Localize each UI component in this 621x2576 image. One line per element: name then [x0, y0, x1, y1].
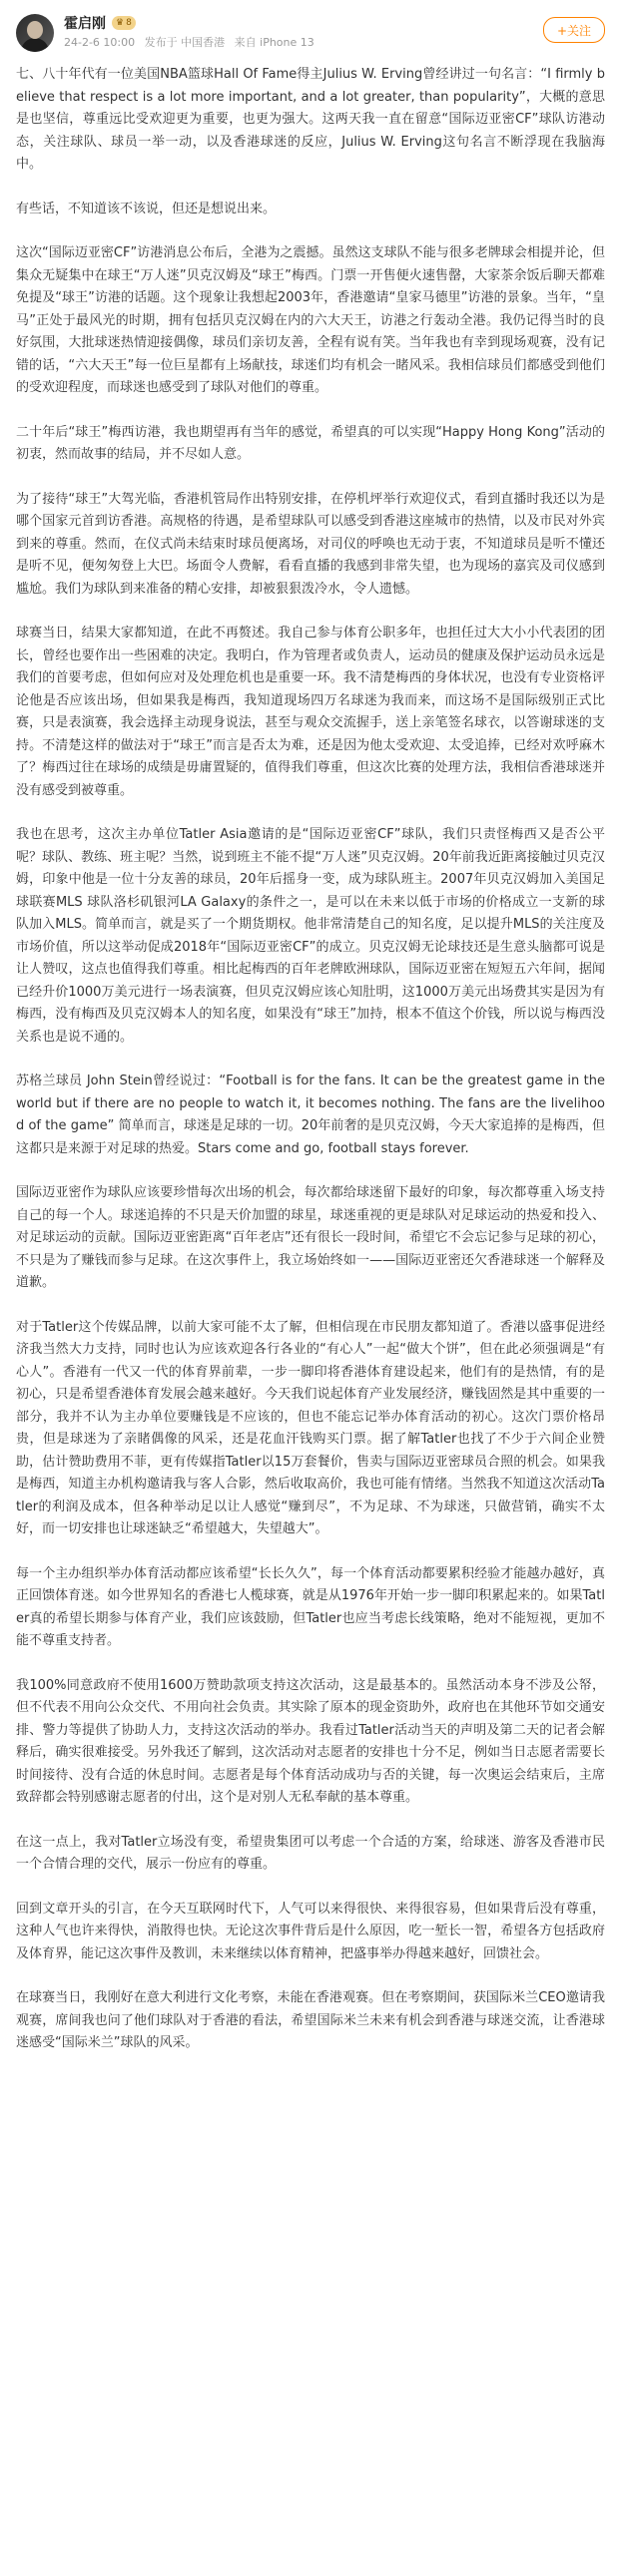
paragraph: 七、八十年代有一位美国NBA篮球Hall Of Fame得主Julius W. Erving曾经讲过一句名言：“I firmly believe that respect is a lot more important, and a lot greater, than popularity”，大概的意思是也坚信，尊重远比受欢迎更为重要，也更为强大。这两天我一直在留意“国际迈亚密CF”球队访港动态，关注球队、球员一举一动，以及香港球迷的反应，Julius W. Erving这句名言不断浮现在我脑海中。	[16, 67, 605, 172]
paragraph: 为了接待“球王”大驾光临，香港机管局作出特别安排，在停机坪举行欢迎仪式，看到直播时我还以为是哪个国家元首到访香港。高规格的待遇，是希望球队可以感受到香港这座城市的热情，以及市民对外宾到来的尊重。然而，在仪式尚未结束时球员便离场，对司仪的呼唤也无动于衷，不知道球员是听不懂还是听不见，便匆匆登上大巴。场面令人费解，看看直播的我感到非常失望，也为现场的嘉宾及司仪感到尴尬。我们为球队到来准备的精心安排，却被狠狠泼冷水，令人遗憾。	[16, 491, 605, 597]
username-row	[64, 13, 136, 33]
post-header	[0, 0, 621, 64]
paragraph: 苏格兰球员 John Stein曾经说过：“Football is for the fans. It can be the greatest game in the world but if there are no people to watch it, it becomes nothing. The fans are the livelihood of the game” 简单而言，球迷是足球的一切。20年前奢的是贝克汉姆，今天大家追捧的是梅西，但这都只是来源于对足球的热爱。Stars come and go, football stays forever.	[16, 1073, 605, 1156]
paragraph: 每一个主办组织举办体育活动都应该希望“长长久久”，每一个体育活动都要累积经验才能越办越好，真正回馈体育迷。如今世界知名的香港七人榄球赛，就是从1976年开始一步一脚印积累起来的。如果Tatler真的希望长期参与体育产业，我们应该鼓励，但Tatler也应当考虑长线策略，绝对不能短视，更加不能不尊重支持者。	[16, 1565, 605, 1648]
paragraph: 这次“国际迈亚密CF”访港消息公布后，全港为之震撼。虽然这支球队不能与很多老牌球会相提并论，但集众无疑集中在球王“万人迷”贝克汉姆及“球王”梅西。门票一开售便火速售罄，大家茶余饭后聊天都难免提及“球王”访港的话题。这个现象让我想起2003年，香港邀请“皇家马德里”访港的景象。当年，“皇马”正处于最风光的时期，拥有包括贝克汉姆在内的六大天王，访港之行轰动全港。我仍记得当时的良好氛围，大批球迷热情迎接偶像，球员们亲切友善，全程有说有笑。当年我也有幸到现场观赛，没有记错的话，“六大天王”每一位巨星都有上场献技，球迷们均有机会一睹风采。我相信球员们都感受到他们的受欢迎程度，而球迷也感受到了球队对他们的尊重。	[16, 245, 605, 395]
paragraph: 球赛当日，结果大家都知道，在此不再赘述。我自己参与体育公职多年，也担任过大大小小代表团的团长，曾经也要作出一些困难的决定。我明白，作为管理者或负责人，运动员的健康及保护运动员永远是我们的首要考虑，但如何应对及处理危机也是重要一环。我不清楚梅西的身体状况，也没有专业资格评论他是否应该出场，但如果我是梅西，我知道现场四万名球迷为我而来，而这场不是国际级别正式比赛，只是表演赛，我会选择主动现身说法，甚至与观众交流握手，送上亲笔签名球衣，以答谢球迷的支持。不清楚这样的做法对于“球王”而言是否太为难，还是因为他太受欢迎、太受追捧，已经对欢呼麻木了？梅西过往在球场的成绩是毋庸置疑的，值得我们尊重，但这次比赛的处理方法，我相信香港球迷并没有感受到被尊重。	[16, 626, 605, 798]
paragraph: 在球赛当日，我刚好在意大利进行文化考察，未能在香港观赛。但在考察期间，获国际米兰CEO邀请我观赛，席间我也问了他们球队对于香港的看法，希望国际米兰未来有机会到香港与球迷交流，让香港球迷感受“国际米兰”球队的风采。	[16, 1990, 605, 2050]
post-time: 24-2-6 10:00	[64, 36, 136, 49]
post-body	[0, 64, 621, 2055]
username[interactable]: 霍启刚	[64, 16, 106, 32]
follow-button[interactable]: +关注	[543, 17, 605, 43]
paragraph: 在这一点上，我对Tatler立场没有变，希望贵集团可以考虑一个合适的方案，给球迷、游客及香港市民一个合情合理的交代，展示一份应有的尊重。	[16, 1834, 605, 1872]
paragraph: 对于Tatler这个传媒品牌，以前大家可能不太了解，但相信现在市民朋友都知道了。香港以盛事促进经济我当然大力支持，同时也认为应该欢迎各行各业的“有心人”一起“做大个饼”，但在此必须强调是“有心人”。香港有一代又一代的体育界前辈，一步一脚印将香港体育建设起来，他们有的是热情，有的是初心，只是希望香港体育发展会越来越好。今天我们说起体育产业发展经济，赚钱固然是其中重要的一部分，我并不认为主办单位要赚钱是不应该的，但也不能忘记举办体育活动的初心。这次门票价格昂贵，但是球迷为了亲睹偶像的风采，还是花血汗钱购买门票。据了解Tatler也找了不少于六间企业赞助，估计赞助费用不菲，更有传媒指Tatler以15万套餐价，售卖与国际迈亚密球员合照的机会。如果我是梅西，知道主办机构邀请我与客人合影，然后收取高价，我也可能有情绪。当然我不知道这次活动Tatler的利润及成本，但各种举动足以让人感觉“赚到尽”，不为足球、不为球迷，只做营销，确实不太好，而一切安排也让球迷缺乏“希望越大，失望越大”。	[16, 1319, 605, 1536]
paragraph: 我也在思考，这次主办单位Tatler Asia邀请的是“国际迈亚密CF”球队，我们只责怪梅西又是否公平呢？球队、教练、班主呢？当然，说到班主不能不提“万人迷”贝克汉姆。20年前我近距离接触过贝克汉姆，印象中他是一位十分友善的球员，20年后摇身一变，成为球队班主。2007年贝克汉姆加入美国足球联赛MLS 球队洛杉矶银河LA Galaxy的条件之一，是可以在未来以低于市场的价格成立一支新的球队加入MLS。简单而言，就是买了一个期货期权。他非常清楚自己的知名度，足以提升MLS的关注度及市场价值，所以这举动促成2018年“国际迈亚密CF”的成立。贝克汉姆无论球技还是生意头脑都可说是让人赞叹，这点也值得我们尊重。相比起梅西的百年老牌欧洲球队，国际迈亚密在短短五六年间，据闻已经升价1000万美元进行一场表演赛，但贝克汉姆应该心知肚明，这1000万美元出场费其实是因为有梅西，没有梅西及贝克汉姆本人的知名度，如果没有“球王”加持，根本不值这个价钱，所以说与梅西没关系也是说不通的。	[16, 827, 605, 1045]
level-badge	[112, 16, 136, 30]
paragraph: 二十年后“球王”梅西访港，我也期望再有当年的感觉，希望真的可以实现“Happy Hong Kong”活动的初衷，然而故事的结局，并不尽如人意。	[16, 424, 605, 462]
paragraph: 回到文章开头的引言，在今天互联网时代下，人气可以来得很快、来得很容易，但如果背后没有尊重，这种人气也许来得快，消散得也快。无论这次事件背后是什么原因，吃一堑长一智，希望各方包括政府及体育界，能记这次事件及教训，未来继续以体育精神，把盛事举办得越来越好，回馈社会。	[16, 1901, 605, 1961]
paragraph: 国际迈亚密作为球队应该要珍惜每次出场的机会，每次都给球迷留下最好的印象，每次都尊重入场支持自己的每一个人。球迷追捧的不只是天价加盟的球星，球迷重视的更是球队对足球运动的热爱和投入、对足球运动的贡献。国际迈亚密距离“百年老店”还有很长一段时间，希望它不会忘记参与足球的初心，不只是为了赚钱而参与足球。在这次事件上，我立场始终如一——国际迈亚密还欠香港球迷一个解释及道歉。	[16, 1185, 605, 1290]
post-location: 发布于 中国香港	[144, 36, 226, 49]
crown-icon: ♛	[116, 18, 125, 28]
post-device: 来自 iPhone 13	[234, 36, 314, 49]
post-meta	[64, 34, 320, 50]
level-number: 8	[126, 18, 132, 28]
avatar[interactable]	[16, 14, 54, 52]
paragraph: 我100%同意政府不使用1600万赞助款项支持这次活动，这是最基本的。虽然活动本身不涉及公帑，但不代表不用向公众交代、不用向社会负责。其实除了原本的现金资助外，政府也在其他环节如交通安排、警力等提供了协助人力，支持这次活动的举办。我看过Tatler活动当天的声明及第二天的记者会解释后，确实很难接受。另外我还了解到，这次活动对志愿者的安排也十分不足，例如当日志愿者需要长时间接待、没有合适的休息时间。志愿者是每个体育活动成功与否的关键，每一次奥运会结束后，主席致辞都会特别感谢志愿者的付出，这个是对别人无私奉献的基本尊重。	[16, 1677, 605, 1805]
paragraph: 有些话，不知道该不该说，但还是想说出来。	[16, 201, 277, 216]
